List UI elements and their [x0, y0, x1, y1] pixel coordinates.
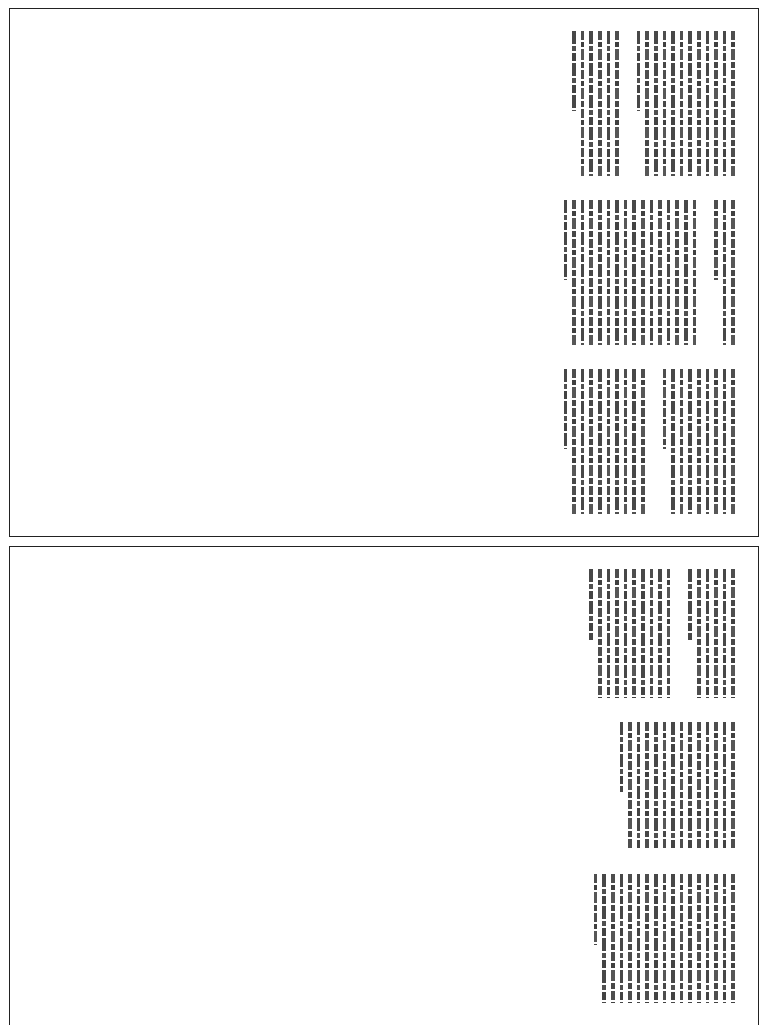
text-line: [658, 569, 662, 698]
text-line: [607, 200, 611, 345]
text-block: [559, 369, 650, 514]
text-line: [680, 874, 684, 1003]
text-line: [731, 569, 735, 698]
text-line: [628, 722, 632, 851]
text-line: [714, 31, 718, 176]
text-line: [641, 569, 645, 698]
text-block: [559, 200, 702, 345]
document-page-top: [9, 8, 759, 537]
text-column: [26, 874, 740, 1003]
text-line: [632, 200, 636, 345]
text-line: [637, 722, 641, 851]
text-line: [723, 722, 727, 851]
text-line: [658, 200, 662, 345]
text-line: [590, 200, 594, 345]
text-column: [26, 569, 740, 698]
text-line: [706, 569, 710, 698]
text-line: [611, 874, 615, 1003]
text-block: [709, 200, 740, 345]
text-line: [572, 31, 576, 111]
text-line: [723, 31, 727, 176]
text-line: [697, 874, 701, 1003]
text-line: [637, 31, 641, 111]
text-line: [594, 874, 598, 945]
text-line: [637, 874, 641, 1003]
text-line: [688, 31, 692, 176]
text-block: [567, 31, 624, 176]
text-line: [697, 722, 701, 851]
text-line: [663, 31, 667, 176]
text-line: [615, 31, 619, 176]
text-line: [581, 369, 585, 514]
text-line: [603, 874, 607, 1003]
text-block: [632, 31, 740, 176]
text-block: [615, 722, 740, 851]
text-line: [663, 722, 667, 851]
text-line: [654, 31, 658, 176]
text-line: [731, 369, 735, 514]
text-line: [731, 722, 735, 851]
text-line: [572, 200, 576, 345]
text-line: [650, 569, 654, 698]
text-line: [706, 31, 710, 176]
text-line: [671, 31, 675, 176]
text-line: [671, 874, 675, 1003]
text-line: [598, 369, 602, 514]
text-line: [564, 369, 568, 449]
text-column: [26, 722, 740, 851]
text-line: [731, 874, 735, 1003]
text-line: [641, 369, 645, 514]
text-line: [714, 874, 718, 1003]
text-line: [697, 31, 701, 176]
text-line: [688, 569, 692, 640]
text-line: [590, 569, 594, 640]
text-line: [581, 200, 585, 345]
text-line: [706, 874, 710, 1003]
text-line: [697, 569, 701, 698]
text-line: [714, 569, 718, 698]
text-line: [663, 874, 667, 1003]
text-line: [615, 369, 619, 514]
text-line: [663, 369, 667, 449]
text-line: [645, 874, 649, 1003]
text-line: [680, 722, 684, 851]
text-line: [714, 200, 718, 280]
text-line: [632, 569, 636, 698]
text-line: [607, 31, 611, 176]
text-line: [706, 369, 710, 514]
text-line: [620, 722, 624, 793]
text-line: [706, 722, 710, 851]
text-block: [683, 569, 740, 698]
text-line: [654, 722, 658, 851]
text-line: [598, 569, 602, 698]
text-line: [641, 200, 645, 345]
text-line: [654, 874, 658, 1003]
text-line: [680, 369, 684, 514]
text-line: [723, 369, 727, 514]
text-line: [688, 722, 692, 851]
text-line: [624, 569, 628, 698]
text-column: [26, 31, 740, 176]
text-line: [645, 31, 649, 176]
text-line: [564, 200, 568, 280]
text-line: [731, 200, 735, 345]
text-block: [589, 874, 740, 1003]
text-line: [590, 369, 594, 514]
text-block: [658, 369, 740, 514]
page-content-rotated: [10, 9, 758, 536]
text-line: [667, 569, 671, 698]
text-line: [607, 569, 611, 698]
text-line: [723, 874, 727, 1003]
text-line: [598, 31, 602, 176]
text-line: [624, 369, 628, 514]
text-line: [675, 200, 679, 345]
text-line: [688, 874, 692, 1003]
text-line: [671, 722, 675, 851]
text-line: [671, 369, 675, 514]
text-line: [590, 31, 594, 176]
text-columns: [26, 31, 740, 514]
text-line: [581, 31, 585, 176]
text-line: [714, 722, 718, 851]
text-line: [572, 369, 576, 514]
text-line: [684, 200, 688, 345]
text-line: [731, 31, 735, 176]
text-line: [615, 569, 619, 698]
text-column: [26, 369, 740, 514]
text-line: [667, 200, 671, 345]
text-line: [693, 200, 697, 345]
text-line: [624, 200, 628, 345]
text-column: [26, 200, 740, 345]
text-line: [607, 369, 611, 514]
text-line: [620, 874, 624, 1003]
text-line: [697, 369, 701, 514]
document-page-bottom: [9, 546, 759, 1025]
text-line: [723, 200, 727, 345]
text-line: [650, 200, 654, 345]
text-line: [680, 31, 684, 176]
text-line: [714, 369, 718, 514]
text-line: [645, 722, 649, 851]
text-block: [585, 569, 676, 698]
text-line: [598, 200, 602, 345]
text-line: [632, 369, 636, 514]
text-columns: [26, 569, 740, 1003]
text-line: [615, 200, 619, 345]
text-line: [723, 569, 727, 698]
text-line: [688, 369, 692, 514]
page-content-rotated: [10, 547, 758, 1025]
text-line: [628, 874, 632, 1003]
